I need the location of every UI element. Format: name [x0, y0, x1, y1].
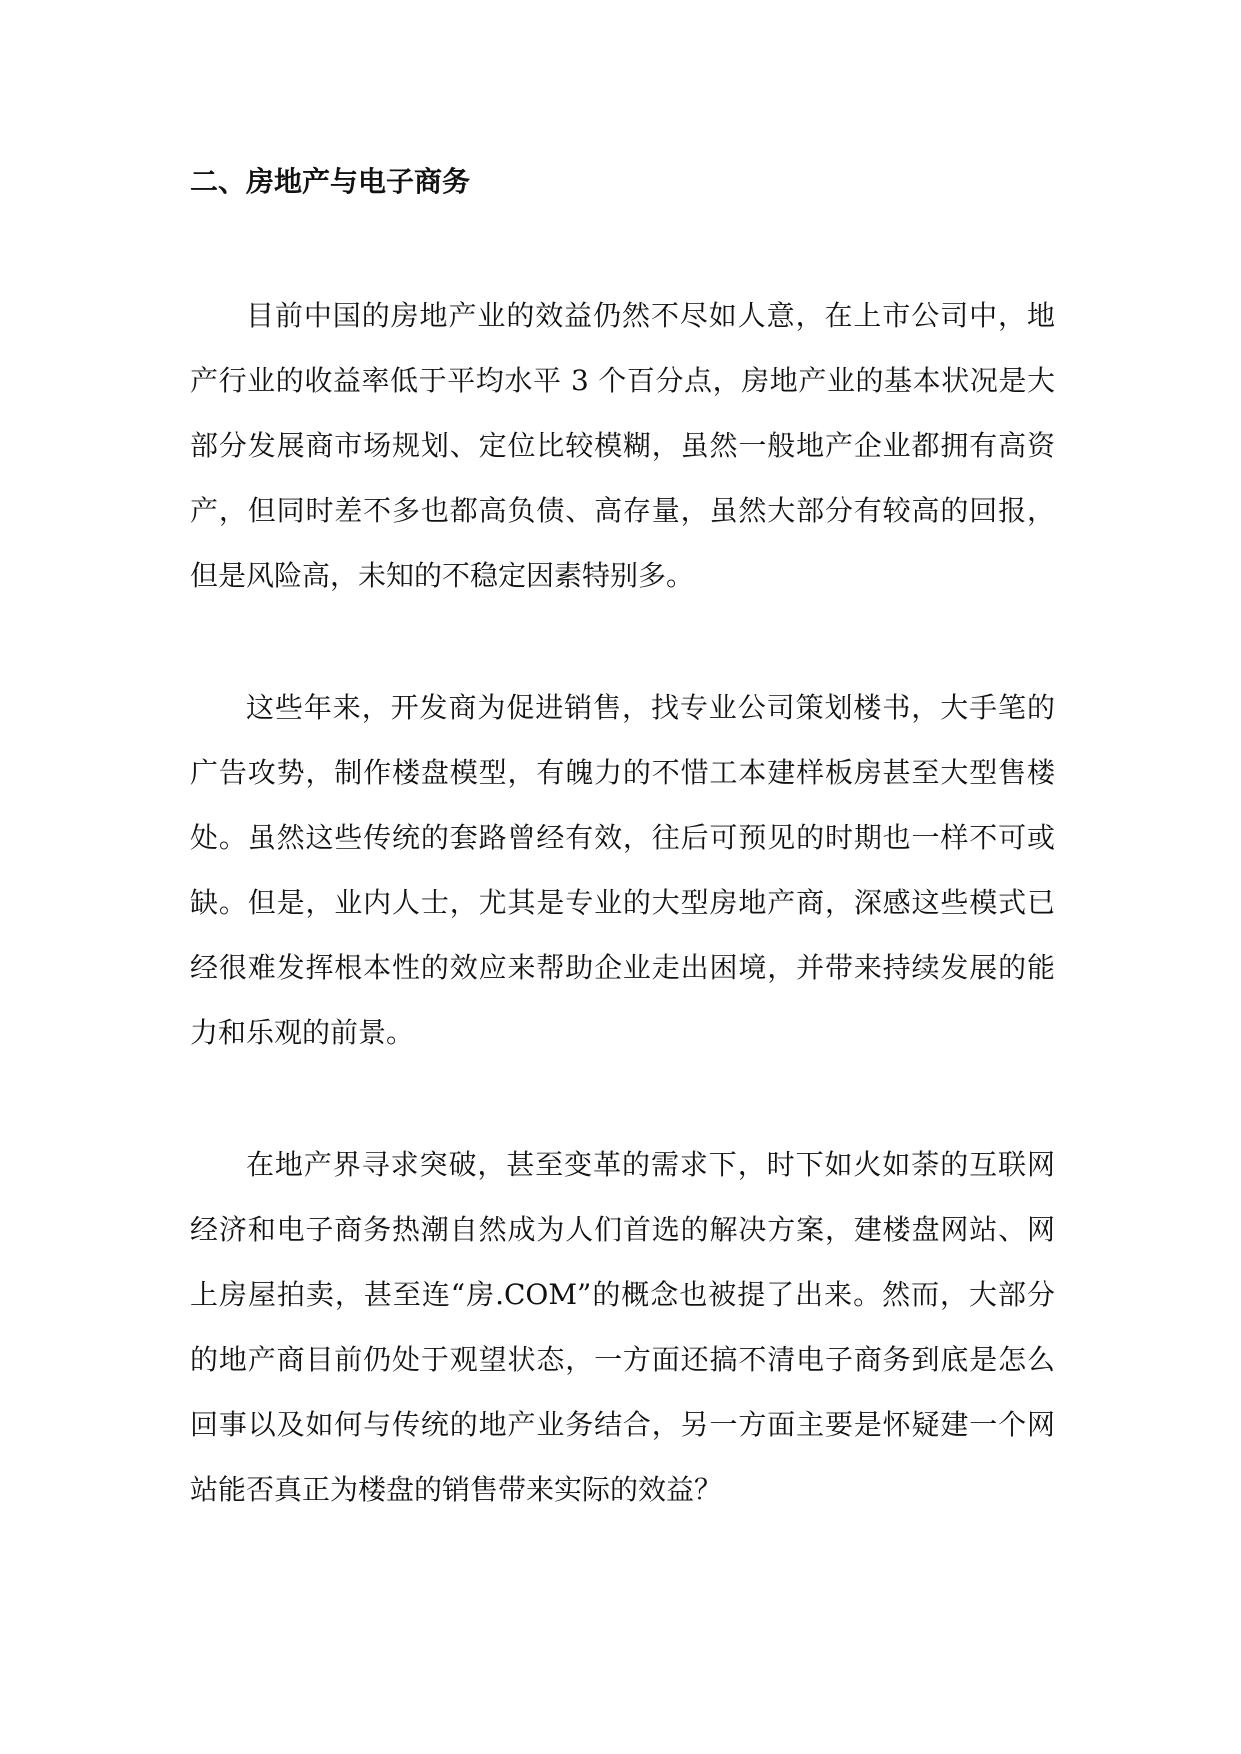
paragraph-1: 目前中国的房地产业的效益仍然不尽如人意，在上市公司中，地产行业的收益率低于平均水平 3 个百分点，房地产业的基本状况是大部分发展商市场规划、定位比较模糊，虽然一般地产企业都拥有高资产，但同时差不多也都高负债、高存量，虽然大部分有较高的回报，但是风险高，未知的不稳定因素特别多。	[190, 299, 1055, 592]
paragraph-2: 这些年来，开发商为促进销售，找专业公司策划楼书，大手笔的广告攻势，制作楼盘模型，有魄力的不惜工本建样板房甚至大型售楼处。虽然这些传统的套路曾经有效，往后可预见的时期也一样不可或缺。但是，业内人士，尤其是专业的大型房地产商，深感这些模式已经很难发挥根本性的效应来帮助企业走出困境，并带来持续发展的能力和乐观的前景。	[190, 691, 1055, 1049]
document-page	[190, 160, 1055, 1522]
section-heading: 二、房地产与电子商务	[190, 165, 471, 198]
paragraph-3: 在地产界寻求突破，甚至变革的需求下，时下如火如荼的互联网经济和电子商务热潮自然成为人们首选的解决方案，建楼盘网站、网上房屋拍卖，甚至连“房.COM”的概念也被提了出来。然而，大部分的地产商目前仍处于观望状态，一方面还搞不清电子商务到底是怎么回事以及如何与传统的地产业务结合，另一方面主要是怀疑建一个网站能否真正为楼盘的销售带来实际的效益？	[190, 1148, 1055, 1506]
